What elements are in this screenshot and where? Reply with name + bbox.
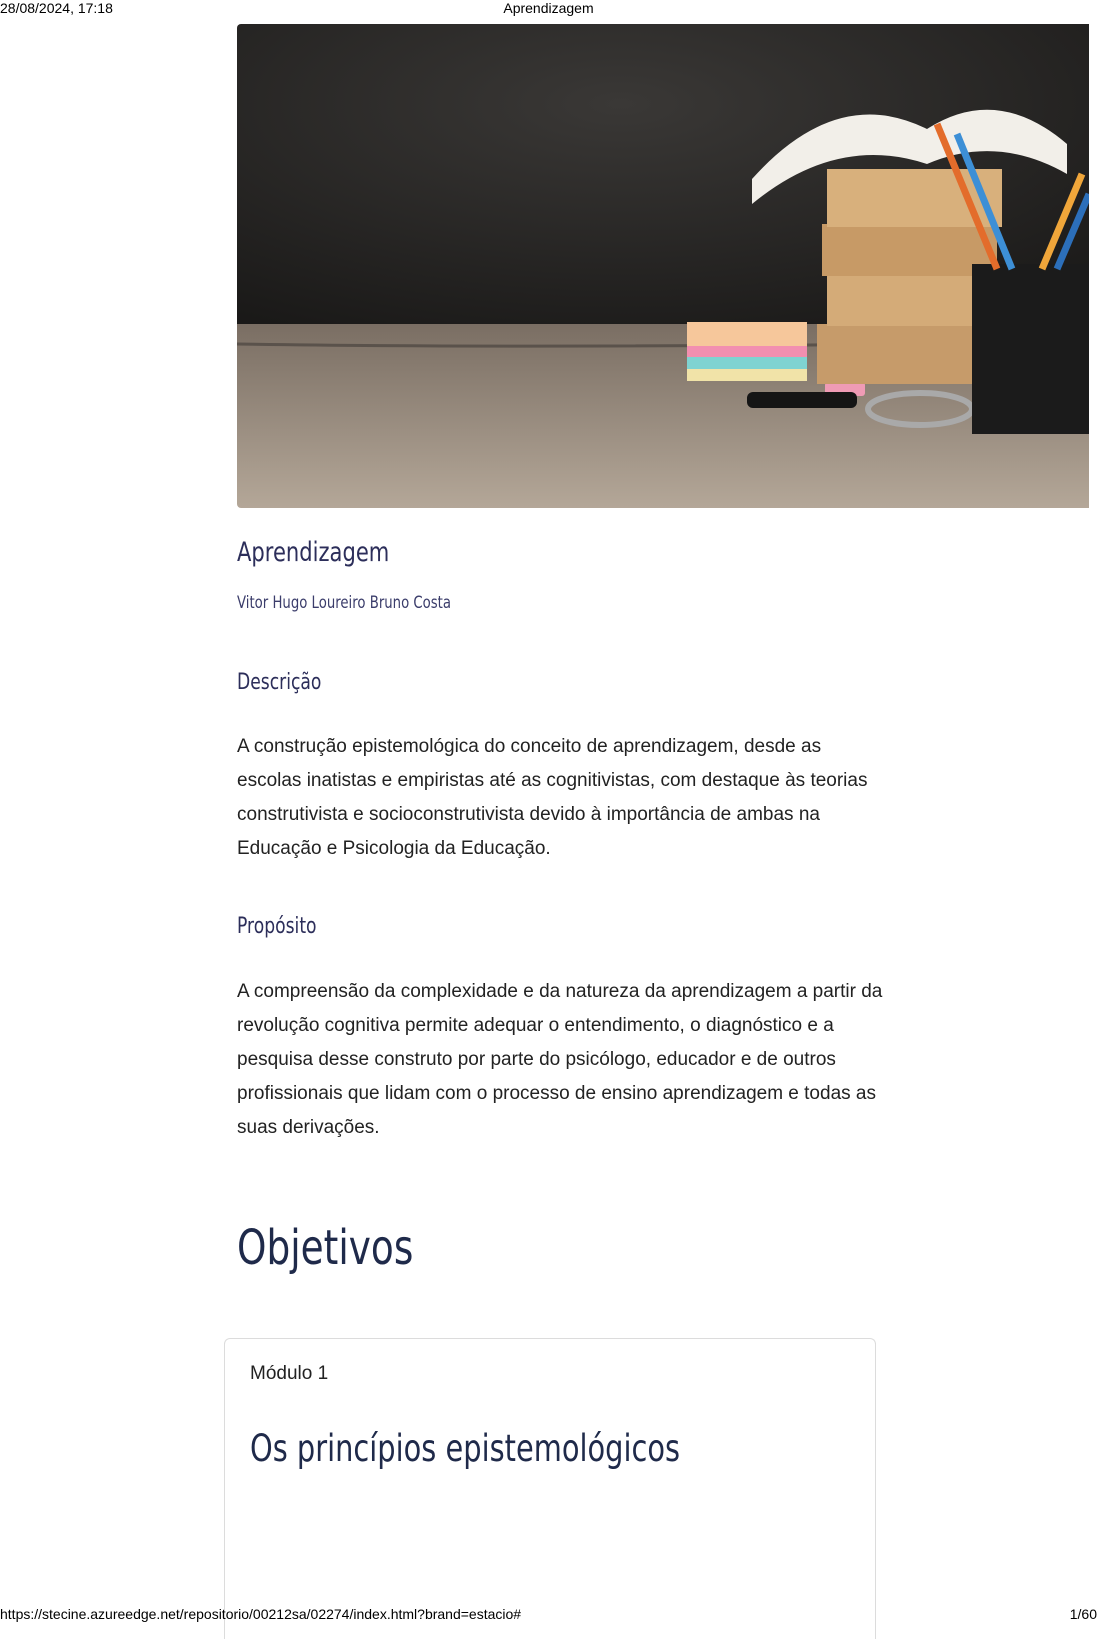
proposito-text: A compreensão da complexidade e da natureza da aprendizagem a partir da revolução cognitiva permite adequar o entendimento, o diagnóstico e a pesquisa desse construto por parte do psicólogo, educador e de outros profissionais que lidam com o processo de ensino aprendizagem e todas as suas derivações. <box>237 981 883 1138</box>
module-label: Módulo 1 <box>250 1363 329 1384</box>
proposito-heading: Propósito <box>237 914 317 939</box>
module-card <box>224 1338 876 1639</box>
print-header <box>0 0 1097 18</box>
course-title: Aprendizagem <box>237 537 390 568</box>
print-footer <box>0 1606 1097 1624</box>
print-datetime: 28/08/2024, 17:18 <box>0 0 113 16</box>
hero-image <box>237 24 1089 508</box>
descricao-heading: Descrição <box>237 670 322 695</box>
module-title: Os princípios epistemológicos <box>250 1427 681 1470</box>
descricao-text: A construção epistemológica do conceito de aprendizagem, desde as escolas inatistas e empiristas até as cognitivistas, com destaque às teorias construtivista e socioconstrutivista devido à importância de ambas na Educação e Psicologia da Educação. <box>237 736 868 859</box>
books-pencils-chalkboard-illustration <box>237 24 1089 508</box>
print-url: https://stecine.azureedge.net/repositorio/00212sa/02274/index.html?brand=estacio# <box>0 1606 522 1622</box>
print-page-number: 1/60 <box>1069 1606 1097 1622</box>
course-author: Vitor Hugo Loureiro Bruno Costa <box>237 593 452 613</box>
print-title: Aprendizagem <box>503 0 594 16</box>
objetivos-heading: Objetivos <box>237 1220 414 1276</box>
